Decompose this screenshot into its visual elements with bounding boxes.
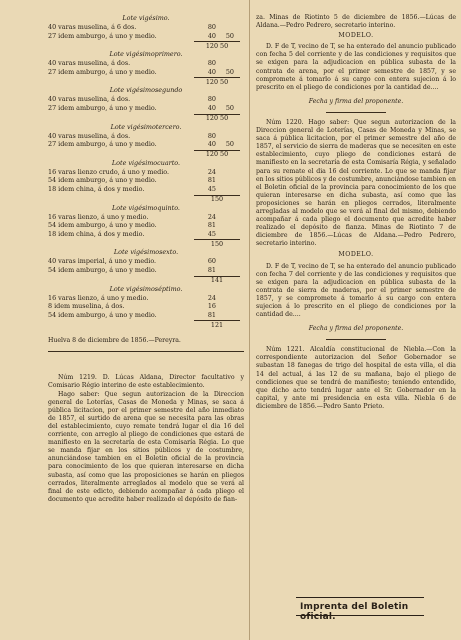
- lot-total: [48, 149, 244, 159]
- lot-block: [48, 159, 244, 204]
- lot-row: [48, 257, 244, 266]
- lot-row-amount: 80: [207, 23, 216, 31]
- lot-row-amount: 40: [207, 67, 216, 76]
- imprenta-footer: Imprenta del Boletin oficial.: [300, 602, 409, 622]
- notice-1220: Núm 1220. Hago saber: Que segun autorizacion de la Direccion general de Loterías, Casas de Moneda y Minas, se saca á pública licitacion, por el primer semestre del año de 1857, el servicio de sierra de maderas que se necesiten en este establecimiento, cuyo pliego de condiciones estará de manifiesto en la secretaría de esta Comisaría Régia, y señalado para su remate el dia 16 del corriente. Lo que se manda fijar en los sitios públicos y de costumbre, anunciándose tambien en el Boletin oficial de la provincia para conocimiento de los que quieran interesarse en dicha subasta, así como que las proposiciones se harán en pliegos cerrados, literalmente arregladas al modelo que se verá al final del mismo, debiendo acompañar á cada pliego el documento que acredite haber realizado el depósito de fianza. Minas de Riotinto 7 de diciembre de 1856.—Lúcas de Aldana.—Pedro Pedrero, secretario interino.: [256, 118, 456, 248]
- lot-title: Lote vigésimosegundo: [109, 86, 183, 95]
- lot-block: [48, 14, 244, 50]
- lot-row-text: 16 varas lienzo crudo, á uno y medio.: [48, 167, 170, 176]
- lot-row-amount: 24: [207, 167, 216, 176]
- lot-row-text: 27 idem amburgo, á uno y medio.: [48, 140, 157, 149]
- imprenta-rule-bottom: [296, 615, 424, 616]
- lot-total-value: 141: [210, 276, 224, 284]
- lot-row: [48, 140, 244, 149]
- lot-title: Lote vigésimosexto.: [113, 248, 179, 257]
- lot-row: [48, 311, 244, 320]
- lot-row: [48, 266, 244, 275]
- imprenta-rule-top: [296, 597, 424, 598]
- lot-row-amount: 80: [207, 131, 216, 140]
- lot-row-amount: 24: [207, 212, 216, 221]
- lot-block: [48, 285, 244, 330]
- lot-total: [48, 275, 244, 285]
- lot-row: [48, 95, 244, 104]
- lot-row: [48, 221, 244, 230]
- lot-row-amount: 80: [207, 59, 216, 68]
- lot-row: [48, 168, 244, 177]
- lot-row: [48, 185, 244, 194]
- lot-row-amount: 80: [207, 95, 216, 104]
- firma-1: Fecha y firma del proponente.: [308, 97, 404, 105]
- lot-row-amount: 45: [207, 184, 216, 193]
- lot-row: [48, 302, 244, 311]
- lot-row: [48, 294, 244, 303]
- lot-row-text: 40 varas muselina, á dos.: [48, 131, 131, 140]
- lot-block: [48, 50, 244, 86]
- lot-title: Lote vigésimo.: [122, 14, 170, 22]
- lot-total: [48, 319, 244, 329]
- lot-total-value: 120 50: [205, 77, 229, 86]
- lot-row-cents: 50: [225, 67, 234, 76]
- lot-row-cents: 50: [225, 103, 234, 112]
- modelo-body-2: D. F de T, vecino de T, se ha enterado del anuncio publicado con fecha 7 del corriente y de las condiciones y requisitos que se exigen para la adjudicacion en pública subasta de la contrata de sierra de maderas, por el primer semestre de 1857, y se compromete á tomarlo á su cargo con entera sujecion á lo prescrito en el pliego de condiciones por la cantidad de....: [256, 262, 456, 319]
- lot-row-amount: 24: [207, 293, 216, 302]
- lot-row-text: 40 varas muselina, á dos.: [48, 95, 131, 104]
- lot-row-amount: 40: [207, 31, 216, 40]
- lot-row-amount: 60: [207, 257, 216, 266]
- lot-row-text: 27 idem amburgo, á uno y medio.: [48, 67, 157, 76]
- left-signoff: Huelva 8 de diciembre de 1856.—Pereyra.: [48, 337, 181, 345]
- lot-row: [48, 104, 244, 113]
- modelo-body-1: D. F de T, vecino de T, se ha enterado del anuncio publicado con fecha 5 del corriente y de las condiciones y requisitos que se exigen para la adjudicacion en pública subasta de la contrata de arena, por el primer semestre de 1857, y se compromete á tomarlo á su cargo con entera sujecion á lo prescrito en el pliego de condiciones por la cantidad de....: [256, 43, 456, 91]
- lot-title: Lote vigésimocuarto.: [111, 158, 181, 167]
- lot-row-text: 54 idem amburgo, á uno y medio.: [48, 176, 157, 185]
- lot-row-text: 18 idem china, á dos y medio.: [48, 229, 145, 238]
- lot-row-text: 40 varas muselina, á dos.: [48, 59, 131, 68]
- lot-row-text: 40 varas imperial, á uno y medio.: [48, 257, 157, 266]
- lot-row-cents: 50: [225, 140, 234, 149]
- lot-row-amount: 40: [207, 140, 216, 149]
- lot-row-text: 18 idem china, á dos y medio.: [48, 184, 145, 193]
- lot-row-text: 27 idem amburgo, á uno y medio.: [48, 103, 157, 112]
- lot-total-value: 120 50: [205, 114, 229, 123]
- inventory-lots: [48, 14, 244, 329]
- lot-total: [48, 238, 244, 248]
- lot-row-text: 27 idem amburgo, á uno y medio.: [48, 31, 157, 40]
- lot-row-text: 16 varas lienzo, á uno y medio.: [48, 293, 149, 302]
- lot-row-text: 54 idem amburgo, á uno y medio.: [48, 221, 157, 230]
- lot-row: [48, 176, 244, 185]
- right-top-text: za. Minas de Riotinto 5 de diciembre de 1856.—Lúcas de Aldana.—Pedro Pedrero, secretario interino.: [256, 14, 456, 30]
- lot-title: Lote vigésimoprimero.: [109, 50, 183, 59]
- notice-1219-body: Hago saber: Que segun autorizacion de la Direccion general de Loterías, Casas de Moneda y Minas, se saca á pública licitacion, por el primer semestre del año inmediato de 1857, el surtido de arena que se necesita para las obras del establecimiento, cuyo remate tendrá lugar el dia 16 del corriente, con arreglo al pliego de condiciones que estará de manifiesto en la secretaría de esta Comisaría Régia. Lo que se manda fijar en los sitios públicos y de costumbre, anunciándose tambien en el Boletin oficial de la provincia para conocimiento de los que quieran interesarse en dicha subasta, así como que las proposiciones se harán en pliegos cerrados, literalmente arreglados al modelo que se verá al final de este edicto, debiendo acompañar á cada pliego el documento que acredite haber realizado el depósito de fian-: [48, 390, 244, 503]
- lot-row-cents: 50: [225, 31, 234, 40]
- lot-block: [48, 204, 244, 249]
- lot-total: [48, 40, 244, 50]
- lot-block: [48, 248, 244, 284]
- lot-row: [48, 68, 244, 77]
- lot-row: [48, 32, 244, 41]
- lot-row-text: 16 varas lienzo, á uno y medio.: [48, 212, 149, 221]
- lot-row: [48, 213, 244, 222]
- lot-total-value: 120 50: [205, 41, 229, 50]
- lot-row-text: 40 varas muselina, á 6 dos.: [48, 23, 137, 31]
- lot-total-value: 121: [210, 320, 224, 329]
- lot-row-amount: 81: [207, 265, 216, 274]
- lot-total: [48, 194, 244, 204]
- lot-total-value: 150: [210, 195, 224, 204]
- lot-title: Lote vigésimoquinto.: [112, 203, 180, 212]
- lot-row-amount: 81: [207, 221, 216, 230]
- modelo-title-1: MODELO.: [338, 32, 374, 40]
- notice-1221: Núm 1221. Alcaldía constitucional de Niebla.—Con la correspondiente autorizacion del Señor Gobernador se subastan 18 fanegas de trigo del hospital de esta villa, el dia 14 del actual, á las 12 de su mañana, bajo el pliego de condiciones que se tendrá de manifiesto; teniendo entendido, que dicho acto tendrá lugar ante el Sr. Gobernador en la capital, y ante mi presidencia en esta villa. Niebla 6 de diciembre de 1856.—Pedro Santo Prieto.: [256, 346, 456, 410]
- lot-title: Lote vigésimotercero.: [110, 122, 182, 131]
- lot-total: [48, 113, 244, 123]
- lot-total-value: 120 50: [205, 150, 229, 159]
- lot-total-value: 150: [210, 239, 224, 248]
- lot-block: [48, 123, 244, 159]
- left-column: [48, 14, 244, 504]
- separator-2: [326, 339, 386, 340]
- lot-row-text: 54 idem amburgo, á uno y medio.: [48, 310, 157, 319]
- lot-row: [48, 132, 244, 141]
- lot-row-text: 8 idem muselina, á dos.: [48, 302, 125, 311]
- column-divider: [249, 0, 250, 640]
- lot-row-amount: 81: [207, 310, 216, 319]
- lot-row: [48, 59, 244, 68]
- lot-total: [48, 76, 244, 86]
- modelo-title-2: MODELO.: [338, 251, 374, 259]
- lot-row-amount: 81: [207, 176, 216, 185]
- right-column: [256, 14, 456, 411]
- notice-1219-lead: Núm 1219. D. Lúcas Aldana, Director facultativo y Comisario Régio interino de este establecimiento.: [48, 374, 244, 390]
- lot-title: Lote vigésimoséptimo.: [109, 284, 183, 293]
- firma-2: Fecha y firma del proponente.: [308, 325, 404, 333]
- lot-row-text: 54 idem amburgo, á uno y medio.: [48, 265, 157, 274]
- lot-row: [48, 23, 244, 32]
- lot-block: [48, 86, 244, 122]
- lot-row-amount: 16: [207, 302, 216, 311]
- separator-1: [326, 112, 386, 113]
- lot-row: [48, 230, 244, 239]
- lot-row-amount: 40: [207, 103, 216, 112]
- section-rule: [48, 351, 244, 352]
- lot-row-amount: 45: [207, 229, 216, 238]
